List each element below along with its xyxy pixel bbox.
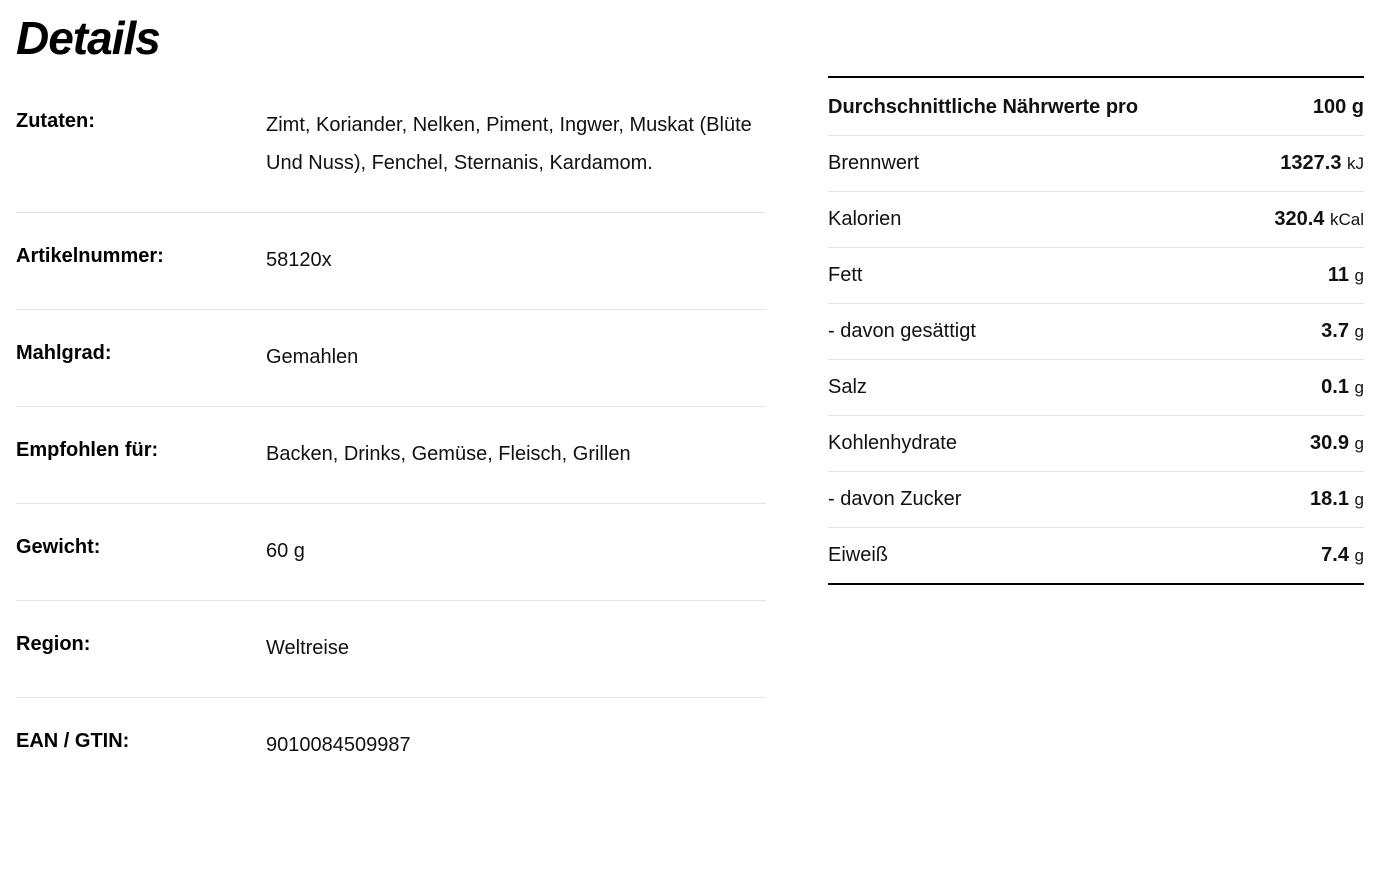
table-row	[828, 136, 1364, 192]
nutrition-row-label: Fett	[828, 248, 1244, 304]
nutrition-row-value	[1244, 192, 1364, 248]
detail-label: Empfohlen für:	[16, 439, 159, 462]
nutrition-row-value	[1244, 360, 1364, 416]
nutrition-header-label: Durchschnittliche Nährwerte pro	[828, 77, 1244, 136]
nutrition-row-amount: 7.4	[1321, 544, 1349, 566]
detail-row-ean-gtin	[16, 726, 766, 764]
detail-value: 58120x	[266, 249, 332, 272]
detail-label: Artikelnummer:	[16, 245, 164, 268]
detail-label: Gewicht:	[16, 536, 101, 559]
nutrition-row-amount: 18.1	[1310, 488, 1349, 510]
nutrition-row-amount: 320.4	[1274, 208, 1325, 230]
detail-row-region	[16, 629, 766, 698]
table-row	[828, 472, 1364, 528]
detail-row-zutaten	[16, 106, 766, 213]
page-title: Details	[16, 12, 160, 64]
nutrition-row-amount: 1327.3	[1280, 152, 1342, 174]
detail-value: Backen, Drinks, Gemüse, Fleisch, Grillen	[266, 443, 631, 466]
detail-row-empfohlen-fuer	[16, 435, 766, 504]
detail-value: 60 g	[266, 540, 305, 563]
table-row	[828, 248, 1364, 304]
detail-value: 9010084509987	[266, 734, 411, 757]
nutrition-row-value	[1244, 248, 1364, 304]
detail-row-artikelnummer	[16, 241, 766, 310]
nutrition-row-label: Salz	[828, 360, 1244, 416]
table-row	[828, 528, 1364, 585]
nutrition-row-amount: 30.9	[1310, 432, 1349, 454]
table-row	[828, 360, 1364, 416]
nutrition-row-unit: g	[1354, 322, 1364, 341]
nutrition-row-value	[1244, 136, 1364, 192]
nutrition-row-unit: g	[1354, 434, 1364, 453]
table-row	[828, 416, 1364, 472]
nutrition-section	[828, 76, 1364, 585]
detail-row-mahlgrad	[16, 338, 766, 407]
details-section	[16, 14, 766, 764]
nutrition-row-unit: kCal	[1329, 210, 1364, 229]
nutrition-row-label: - davon Zucker	[828, 472, 1244, 528]
detail-value: Weltreise	[266, 637, 349, 660]
nutrition-header-value: 100 g	[1244, 77, 1364, 136]
nutrition-row-label: Brennwert	[828, 136, 1244, 192]
nutrition-row-value	[1244, 304, 1364, 360]
table-row	[828, 304, 1364, 360]
detail-label: EAN / GTIN:	[16, 730, 130, 753]
nutrition-row-label: Eiweiß	[828, 528, 1244, 585]
nutrition-row-unit: g	[1354, 378, 1364, 397]
nutrition-row-value	[1244, 416, 1364, 472]
nutrition-row-unit: g	[1354, 266, 1364, 285]
nutrition-row-amount: 3.7	[1321, 320, 1349, 342]
nutrition-row-unit: kJ	[1347, 154, 1364, 173]
detail-row-gewicht	[16, 532, 766, 601]
nutrition-row-label: Kalorien	[828, 192, 1244, 248]
detail-label: Mahlgrad:	[16, 342, 112, 365]
detail-label: Region:	[16, 633, 91, 656]
nutrition-row-value	[1244, 472, 1364, 528]
detail-label: Zutaten:	[16, 110, 95, 133]
table-row	[828, 192, 1364, 248]
nutrition-row-label: Kohlenhydrate	[828, 416, 1244, 472]
nutrition-table-header	[828, 77, 1364, 136]
nutrition-row-amount: 11	[1327, 264, 1349, 286]
detail-value: Gemahlen	[266, 346, 359, 369]
nutrition-row-unit: g	[1354, 490, 1364, 509]
detail-value: Zimt, Koriander, Nelken, Piment, Ingwer, Muskat (Blüte Und Nuss), Fenchel, Sternanis, Kardamom.	[266, 114, 752, 175]
nutrition-row-value	[1244, 528, 1364, 585]
nutrition-row-amount: 0.1	[1321, 376, 1349, 398]
nutrition-row-unit: g	[1354, 546, 1364, 565]
nutrition-table	[828, 76, 1364, 585]
nutrition-row-label: - davon gesättigt	[828, 304, 1244, 360]
